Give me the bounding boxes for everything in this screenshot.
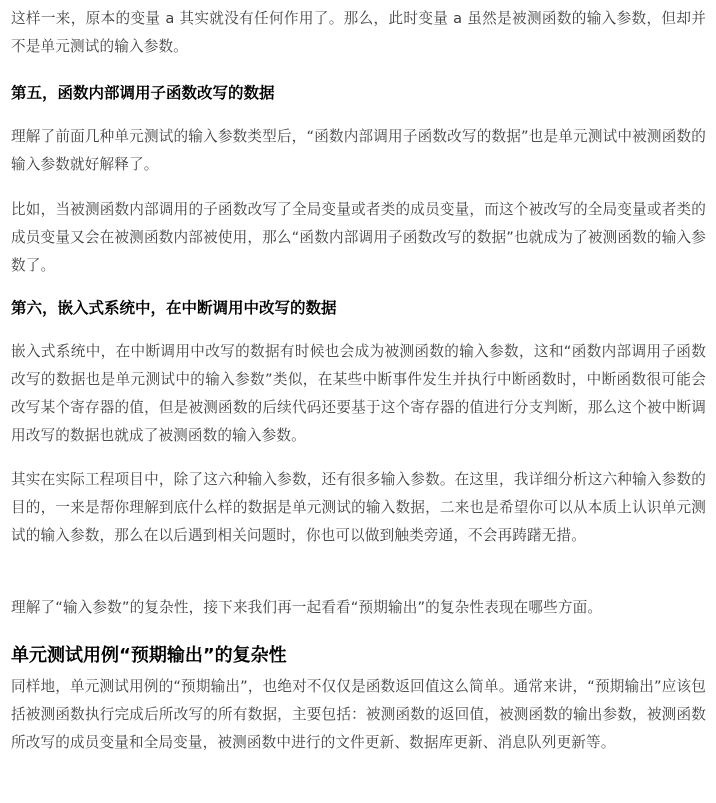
heading-sixth-input-type: 第六，嵌入式系统中，在中断调用中改写的数据 (11, 299, 337, 317)
paragraph-summary-inputs: 其实在实际工程项目中，除了这六种输入参数，还有很多输入参数。在这里，我详细分析这六种输入参数的目的，一来是帮你理解到底什么样的数据是单元测试的输入数据，二来也是希望你可以从本质上认识单元测试的输入参数，那么在以后遇到相关问题时，你也可以做到触类旁通，不会再踌躇无措。 (11, 471, 706, 544)
heading-fifth-input-type: 第五，函数内部调用子函数改写的数据 (11, 84, 275, 102)
section-title-expected-output: 单元测试用例“预期输出”的复杂性 (11, 645, 287, 666)
paragraph-expected-output: 同样地，单元测试用例的“预期输出”，也绝对不仅仅是函数返回值这么简单。通常来讲，“预期输出”应该包括被测函数执行完成后所改写的所有数据，主要包括：被测函数的返回值，被测函数的输出参数，被测函数所改写的成员变量和全局变量，被测函数中进行的文件更新、数据库更新、消息队列更新等。 (11, 678, 706, 751)
paragraph-variable-a: 这样一来，原本的变量 a 其实就没有任何作用了。那么，此时变量 a 虽然是被测函数的输入参数，但却并不是单元测试的输入参数。 (11, 10, 706, 55)
paragraph-transition: 理解了“输入参数”的复杂性，接下来我们再一起看看“预期输出”的复杂性表现在哪些方面。 (11, 599, 603, 616)
paragraph-subfunction-intro: 理解了前面几种单元测试的输入参数类型后，“函数内部调用子函数改写的数据”也是单元测试中被测函数的输入参数就好解释了。 (11, 128, 706, 173)
paragraph-subfunction-example: 比如，当被测函数内部调用的子函数改写了全局变量或者类的成员变量，而这个被改写的全局变量或者类的成员变量又会在被测函数内部被使用，那么“函数内部调用子函数改写的数据”也就成为了被测函数的输入参数了。 (11, 201, 706, 274)
paragraph-interrupt-data: 嵌入式系统中，在中断调用中改写的数据有时候也会成为被测函数的输入参数，这和“函数内部调用子函数改写的数据也是单元测试中的输入参数”类似，在某些中断事件发生并执行中断函数时，中断函数很可能会改写某个寄存器的值，但是被测函数的后续代码还要基于这个寄存器的值进行分支判断，那么这个被中断调用改写的数据也就成了被测函数的输入参数。 (11, 343, 706, 444)
